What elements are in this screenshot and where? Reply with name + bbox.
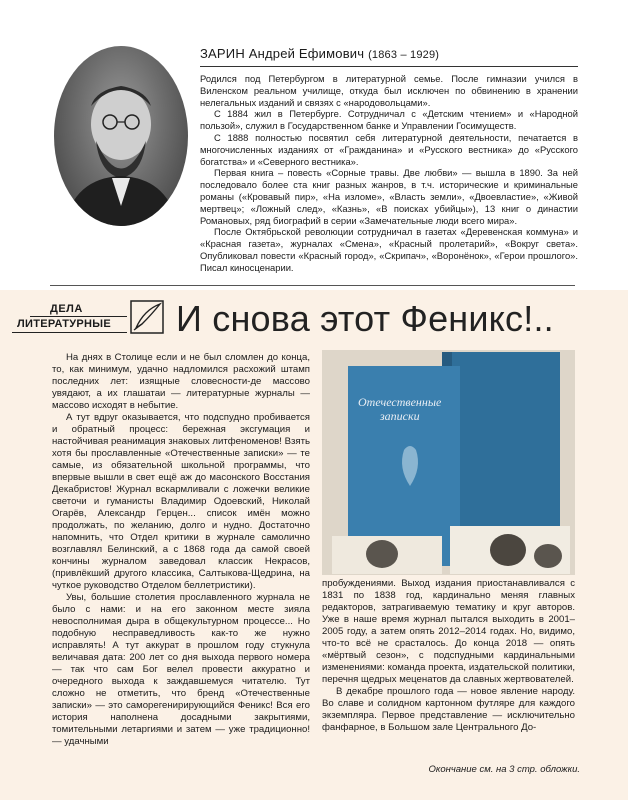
bio-text (200, 73, 578, 274)
journal-photo (322, 350, 575, 575)
continuation-note: Окончание см. на 3 стр. обложки. (428, 764, 580, 775)
rubric-rule (30, 316, 127, 317)
author-name: ЗАРИН Андрей Ефимович (200, 46, 365, 61)
bio-block (0, 0, 628, 290)
section-divider (50, 285, 575, 286)
rubric-line2: ЛИТЕРАТУРНЫЕ (17, 318, 111, 330)
article-paragraph: Увы, большие столетия прославленного журнала не было с нами: и на его законном месте зияла невосполнимая дыра в общекультурном процессе... Но подобную несправедливость как-то же нужно исправлять! А тут аккурат в прошлом году стукнула величавая дата: 200 лет со дня выхода первого номера — так что сам Бог велел провести аккуратно и очередного выхода к заждавшемуся читателю. Тут сложно не отметить, что бренд «Отечественные записки» — это самоpегенирирующийся Феникс! Вся его история наполнена досадными закрытиями, томительными летаргиями и затем — уже традиционно! — удачными (52, 592, 310, 747)
article-paragraph: А тут вдруг оказывается, что подспудно пробивается и обратный процесс: бережная эксгумация и настойчивая реанимация знаковых литфеноменов! Взять хотя бы прославленные «Отечественные записки» — те самые, из обязательной школьной программы, что впервые вышли в свет ещё аж до масонского Восстания Декабристов! Журнал вскармливали с ложечки великие светочи и гуманисты Владимир Одоевский, Николай Огарёв, Александр Герцен... список имён можно продолжать, по желанию, долго и нудно. Достаточно напомнить, что Отдел критики в журнале самолично возглавлял Белинский, а с 1868 года да самой своей кончины журналом заведовал классик Некрасов, (привлёкший другого классика, Салтыкова-Щедрина, на чуткое руководство Отделом беллетристики). (52, 412, 310, 591)
bio-paragraph: Первая книга – повесть «Сорные травы. Двe любви» — вышла в 1890. За ней последовало более ста книг разных жанров, в т.ч. исторические и криминальные романы («Кровавый пир», «На изломе», «Власть земли», «Двоевластие», «Живой мертвец»; «Ложный след», «Казнь», «В поисках убийцы»), 13 книг о династии Романовых, ряд биографий в серии «Замечательные люди всего мира». (200, 167, 578, 226)
book-title-line2: записки (380, 409, 420, 423)
article-paragraph: На днях в Столице если и не был сломлен до конца, то, как минимум, удачно надломился расхожий штамп последних лет: изящные словесности-де массово увядают, а их глашатаи — литературные журналы — массово исходят в небытие. (52, 352, 310, 411)
bio-paragraph: Родился под Петербургом в литературной семье. После гимназии учился в Виленском реальном училище, откуда был исключен по обвинению в хранении нелегальных изданий и связях с «народовольцами». (200, 73, 578, 108)
bio-paragraph: С 1884 жил в Петербурге. Сотрудничал с «Детским чтением» и «Народной пользой», служил в Государственном банке и Управлении Госимуществ. (200, 108, 578, 132)
article-column-2 (322, 578, 575, 734)
article-paragraph: пробуждениями. Выход издания приостанавливался с 1831 по 1838 год, кардинально меняя главных редакторов, затрагиваемую тематику и круг авторов. Уже в наше время журнал пытался выходить в 2001–2005 году, а затем опять 2012–2014 годах. Но, видимо, что-то всё не срасталось. До конца 2018 — опять «мёртвый сезон», с подспудными кардинальными изменениями: командa проекта, издательской политики, перечня щедрых меценатов да славных жертвователей. (322, 578, 575, 685)
article-paragraph: В декабре прошлого года — новое явление народу. Во славе и солидном картонном футляре для каждого экземпляра. Первое представление — исключительно фанфарное, в Большом зале Центрального До- (322, 686, 575, 733)
book-title-line1: Отечественные (358, 395, 442, 409)
rubric-rule (12, 332, 127, 333)
quill-icon (130, 300, 164, 334)
bio-heading (200, 46, 439, 61)
bio-paragraph: С 1888 полностью посвятил себя литературной деятельности, печатается в многочисленных изданиях от «Гражданина» и «Русского вестника» до «Русского богатства» и «Северного вестника». (200, 131, 578, 167)
author-years: (1863 – 1929) (368, 49, 440, 61)
rubric-line1: ДЕЛА (50, 303, 83, 315)
author-portrait (54, 46, 188, 226)
bio-divider (200, 66, 578, 67)
bio-paragraph: После Октябрьской революции сотрудничал в газетах «Деревенская коммуна» и «Красная газета», журналах «Смена», «Красный пролетарий», «Вокруг света». Опубликовал повести «Красный город», «Скрипач», «Воронёнок», «Герои прошлого». Писал киносценарии. (200, 226, 578, 273)
article-headline: И снова этот Феникс!.. (176, 298, 554, 339)
article-column-1 (52, 352, 310, 748)
